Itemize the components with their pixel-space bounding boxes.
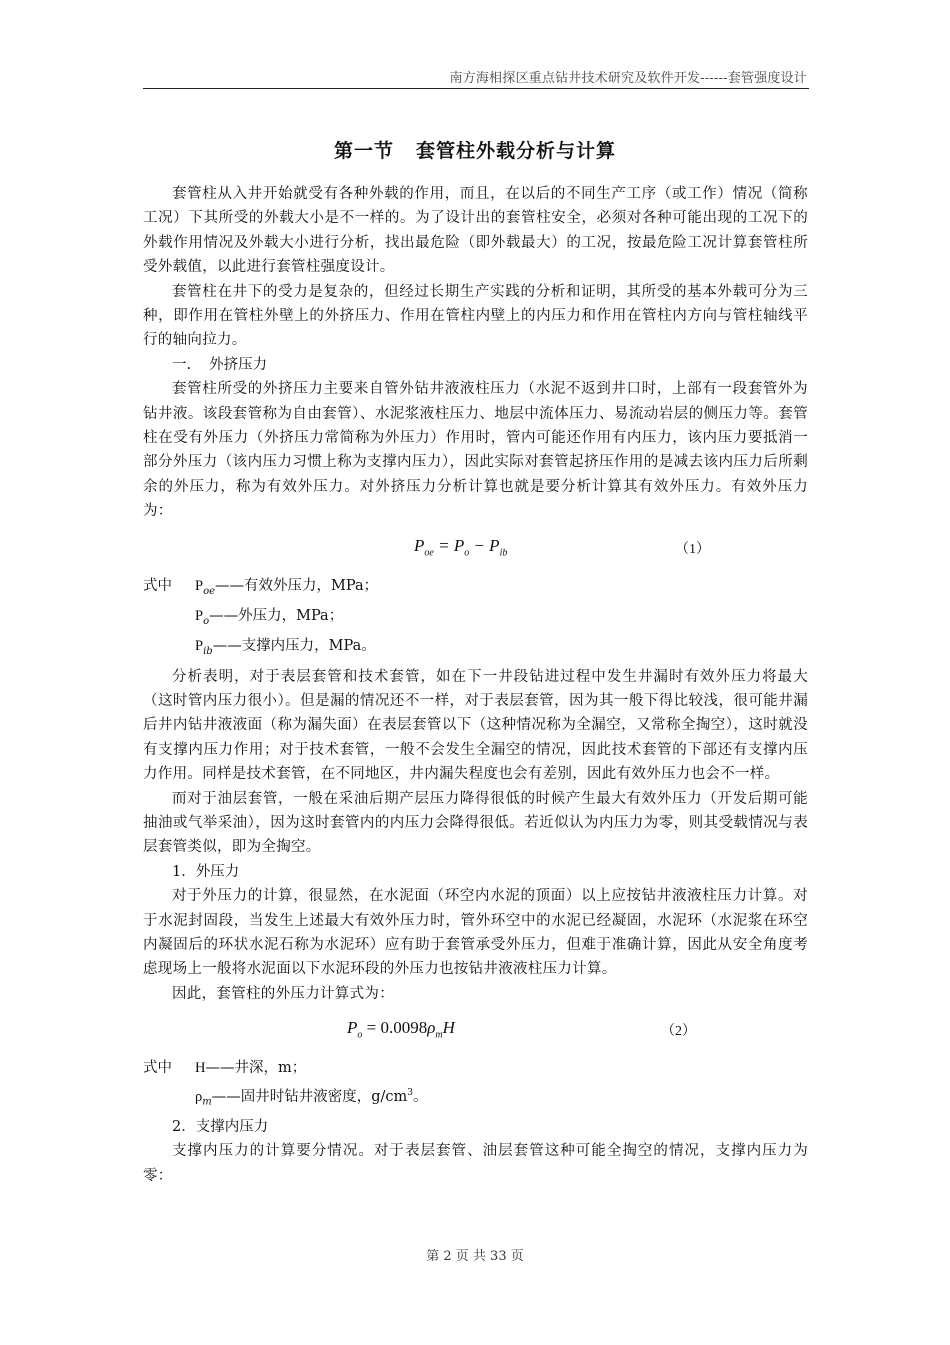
paragraph-oil-casing: 而对于油层套管，一般在采油后期产层压力降得很低的时候产生最大有效外压力（开发后期可能抽油或气举采油），因为这时套管内的内压力会降得很低。若近似认为内压力为零，则其受载情况与表层套管类似，即为全掏空。	[143, 790, 808, 856]
page-header	[143, 66, 809, 89]
section-heading: 套管柱外载分析与计算	[416, 140, 617, 162]
section-title	[0, 136, 950, 163]
paragraph-formula-intro: 因此，套管柱的外压力计算式为：	[172, 985, 394, 1002]
paragraph-loads: 套管柱在井下的受力是复杂的，但经过长期生产实践的分析和证明，其所受的基本外载可分为三种，即作用在管柱外壁上的外挤压力、作用在管柱内壁上的内压力和作用在管柱内方向与管柱轴线平行的轴向拉力。	[143, 283, 808, 349]
formula-1-expression: $P_{oe} = P_o - P_{ib}$	[414, 535, 508, 559]
heading-outer-pressure: 1．外压力	[172, 863, 240, 880]
paragraph-outer-pressure: 对于外压力的计算，很显然，在水泥面（环空内水泥的顶面）以上应按钻井液液柱压力计算。对于水泥封固段，当发生上述最大有效外压力时，管外环空中的水泥已经凝固，水泥环（水泥浆在环空内凝固后的环状水泥石称为水泥环）应有助于套管承受外压力，但难于准确计算，因此从安全角度考虑现场上一般将水泥面以下水泥环段的外压力也按钻井液液柱压力计算。	[143, 888, 808, 978]
definitions-formula-2: 式中 H——井深，m； $\rho_m——$固井时钻井液密度，$g/cm^3$。	[143, 1060, 428, 1108]
header-text: 南方海相探区重点钻井技术研究及软件开发------套管强度设计	[449, 71, 807, 86]
page-footer: 第 2 页 共 33 页	[426, 1249, 524, 1264]
heading-support-pressure: 2．支撑内压力	[172, 1118, 269, 1135]
formula-2	[143, 1006, 808, 1056]
heading-external-pressure: 一. 外挤压力	[172, 356, 268, 373]
document-body	[143, 182, 808, 1188]
formula-1	[143, 524, 808, 574]
formula-2-number: （2）	[661, 1024, 696, 1040]
definitions-formula-1: 式中 $P_{oe}——$有效外压力，MPa； $P_o——$外压力，MPa； $P_{ib}——$支撑内压力，MPa。	[143, 577, 379, 658]
paragraph-support-pressure: 支撑内压力的计算要分情况。对于表层套管、油层套管这种可能全掏空的情况，支撑内压力为零：	[143, 1143, 808, 1184]
formula-2-expression: $P_o = 0.0098\rho_mH$	[347, 1018, 455, 1041]
section-number: 第一节	[333, 140, 394, 162]
paragraph-intro: 套管柱从入井开始就受有各种外载的作用，而且，在以后的不同生产工序（或工作）情况（简称工况）下其所受的外载大小是不一样的。为了设计出的套管柱安全，必须对各种可能出现的工况下的外载作用情况及外载大小进行分析，找出最危险（即外载最大）的工况，按最危险工况计算套管柱所受外载值，以此进行套管柱强度设计。	[143, 186, 808, 276]
paragraph-external-pressure: 套管柱所受的外挤压力主要来自管外钻井液液柱压力（水泥不返到井口时，上部有一段套管外为钻井液。该段套管称为自由套管）、水泥浆液柱压力、地层中流体压力、易流动岩层的侧压力等。套管柱在受有外压力（外挤压力常简称为外压力）作用时，管内可能还作用有内压力，该内压力要抵消一部分外压力（该内压力习惯上称为支撑内压力），因此实际对套管起挤压作用的是减去该内压力后所剩余的外压力，称为有效外压力。对外挤压力分析计算也就是要分析计算其有效外压力。有效外压力为：	[143, 381, 808, 520]
formula-1-number: （1）	[675, 541, 710, 557]
paragraph-analysis: 分析表明，对于表层套管和技术套管，如在下一井段钻进过程中发生井漏时有效外压力将最大（这时管内压力很小）。但是漏的情况还不一样，对于表层套管，因为其一般下得比较浅，很可能井漏后井内钻井液液面（称为漏失面）在表层套管以下（这种情况称为全漏空，又常称全掏空），这时就没有支撑内压力作用；对于技术套管，一般不会发生全漏空的情况，因此技术套管的下部还有支撑内压力作用。同样是技术套管，在不同地区，井内漏失程度也会有差别，因此有效外压力也会不一样。	[143, 668, 808, 783]
